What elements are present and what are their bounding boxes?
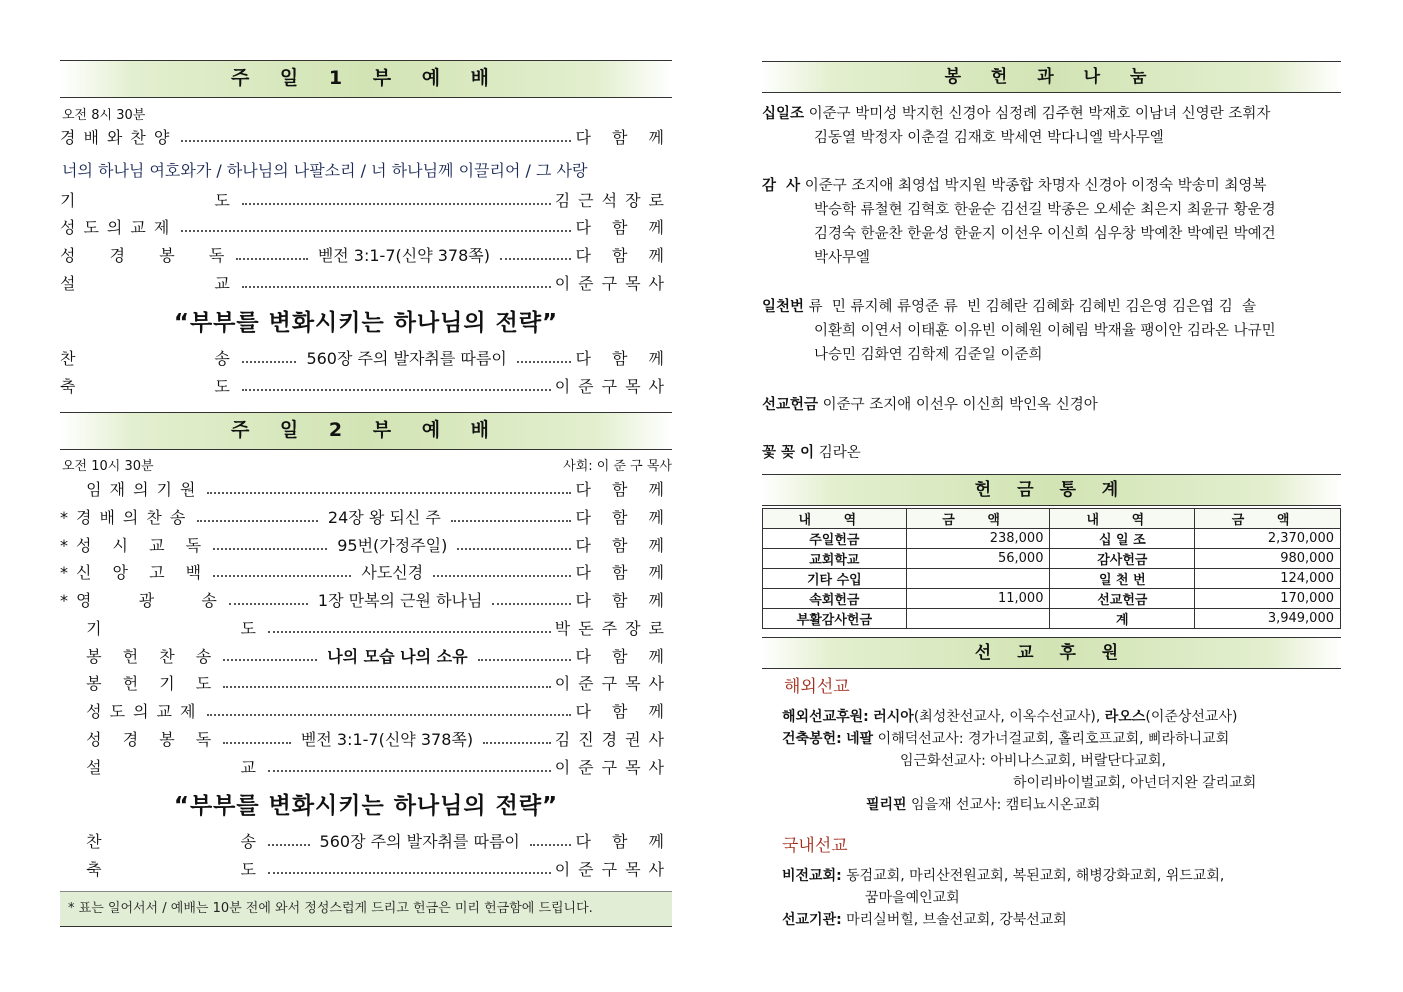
overseas-heading: 해외선교 (784, 677, 850, 697)
service2-row: 임재의기원 다 함 께 (60, 480, 672, 499)
thousand-names: 나승민 김화연 김학제 김준일 이준희 (814, 347, 1043, 363)
service2-row: *경배의찬송 24장 왕 되신 주 다 함 께 (60, 506, 672, 530)
service1-row: 축 도 이준구목사 (60, 377, 672, 396)
service2-host: 사회: 이 준 구 목사 (563, 459, 672, 474)
offering-stats-table (762, 508, 1341, 629)
table-row: 주일헌금 238,000 십 일 조 2,370,000 (763, 529, 1341, 549)
service1-sermon: “부부를 변화시키는 하나님의 전략” (173, 310, 559, 336)
service2-row: 성도의교제 다 함 께 (60, 702, 672, 721)
tithe-key: 십일조 (762, 106, 805, 122)
flower-key: 꽃 꽂 이 (762, 445, 815, 461)
domestic-heading: 국내선교 (782, 836, 848, 856)
service1-row: 성 경 봉 독 벧전 3:1-7(신약 378쪽) 다 함 께 (60, 244, 672, 268)
service1-title: 주 일 1 부 예 배 (60, 60, 672, 98)
service2-row: *신 앙 고 백 사도신경 다 함 께 (60, 561, 672, 585)
thanks-names: 김경숙 한윤찬 한윤성 한윤지 이선우 이신희 심우창 박예찬 박예린 박예건 (814, 226, 1276, 242)
service1-row: 경배와찬양 다 함 께 (60, 128, 672, 147)
mission-names: 이준구 조지애 이선우 이신희 박인옥 신경아 (822, 397, 1098, 413)
service2-row: 성 경 봉 독 벧전 3:1-7(신약 378쪽) 김진경권사 (60, 728, 672, 752)
missions-title: 선 교 후 원 (762, 637, 1341, 669)
mission-key: 선교헌금 (762, 397, 819, 413)
building-offering-line: 임근화선교사: 아비나스교회, 버랄단다교회, (900, 753, 1166, 769)
building-offering: 건축봉헌: 네팔 이해덕선교사: 경가너걸교회, 홀리호프교회, 삐라하니교회 (782, 731, 1230, 747)
service1-songs: 너의 하나님 여호와가 / 하나님의 나팔소리 / 너 하나님께 이끌리어 / 그 사랑 (62, 161, 588, 180)
tithe-names: 이준구 박미성 박지헌 신경아 심정례 김주현 박재호 이남녀 신영란 조휘자 (808, 106, 1271, 122)
table-row: 부활감사헌금 계 3,949,000 (763, 609, 1341, 629)
thanks-names: 이준구 조지애 최영섭 박지원 박종합 차명자 신경아 이정숙 박송미 최영복 (804, 178, 1267, 194)
philippines-support: 필리핀 임을재 선교사: 캠티뇨시온교회 (866, 797, 1101, 813)
service2-time: 오전 10시 30분 (62, 459, 154, 474)
vision-churches: 비전교회: 동검교회, 마리산전원교회, 복된교회, 해병강화교회, 위드교회, (782, 868, 1225, 884)
service2-row: 축 도 이준구목사 (60, 860, 672, 879)
table-header: 내 역 금 액 내 역 금 액 (763, 509, 1341, 529)
flower-name: 김라온 (818, 445, 861, 461)
table-row: 교회학교 56,000 감사헌금 980,000 (763, 549, 1341, 569)
service2-title: 주 일 2 부 예 배 (60, 412, 672, 450)
thanks-key: 감 사 (762, 178, 801, 194)
table-row: 기타 수입 일 천 번 124,000 (763, 569, 1341, 589)
stats-title: 헌 금 통 계 (762, 474, 1341, 506)
service2-row: 설 교 이준구목사 (60, 758, 672, 777)
service2-row: *영 광 송 1장 만복의 근원 하나님 다 함 께 (60, 589, 672, 613)
service2-row: 봉 헌 찬 송 나의 모습 나의 소유 다 함 께 (60, 645, 672, 669)
service2-row: 찬 송 560장 주의 발자취를 따름이 다 함 께 (60, 830, 672, 854)
thousand-key: 일천번 (762, 299, 805, 315)
service2-row: 봉 헌 기 도 이준구목사 (60, 674, 672, 693)
building-offering-line: 하이리바이벌교회, 아넌더지완 갈리교회 (1013, 775, 1257, 791)
mission-offering (762, 393, 1098, 417)
service1-row: 찬 송 560장 주의 발자취를 따름이 다 함 께 (60, 347, 672, 371)
notice-bar: * 표는 일어서서 / 예배는 10분 전에 와서 정성스럽게 드리고 헌금은 미리 헌금함에 드립니다. (60, 891, 672, 927)
thanks-block (762, 174, 1266, 198)
thousand-block (762, 295, 1256, 319)
tithe-block (762, 102, 1341, 126)
service2-sermon: “부부를 변화시키는 하나님의 전략” (173, 793, 559, 819)
overseas-support: 해외선교후원: 러시아(최성찬선교사, 이옥수선교사), 라오스(이준상선교사) (782, 709, 1238, 725)
thanks-names: 박사무엘 (814, 250, 871, 266)
table-row: 속회헌금 11,000 선교헌금 170,000 (763, 589, 1341, 609)
vision-churches-line: 꿈마을예인교회 (865, 890, 960, 906)
service2-row: *성 시 교 독 95번(가정주일) 다 함 께 (60, 534, 672, 558)
thousand-names: 류 민 류지혜 류영준 류 빈 김혜란 김혜화 김혜빈 김은영 김은엽 김 솔 (808, 299, 1256, 315)
tithe-names: 김동열 박정자 이춘걸 김재호 박세연 박다니엘 박사무엘 (814, 130, 1164, 146)
thousand-names: 이환희 이연서 이태훈 이유빈 이혜원 이혜림 박재율 팽이안 김라온 나규민 (814, 323, 1276, 339)
mission-agencies: 선교기관: 마리실버힐, 브솔선교회, 강북선교회 (782, 912, 1067, 928)
service1-row: 기 도 김근석장로 (60, 191, 672, 210)
service1-row: 설 교 이준구목사 (60, 274, 672, 293)
service1-row: 성도의교제 다 함 께 (60, 218, 672, 237)
flower (762, 441, 861, 465)
offering-title: 봉 헌 과 나 눔 (762, 61, 1341, 93)
service1-time: 오전 8시 30분 (62, 108, 146, 123)
thanks-names: 박승학 류철현 김혁호 한윤순 김선길 박종은 오세순 최은지 최윤규 황운경 (814, 202, 1276, 218)
service2-row: 기 도 박돈주장로 (60, 619, 672, 638)
